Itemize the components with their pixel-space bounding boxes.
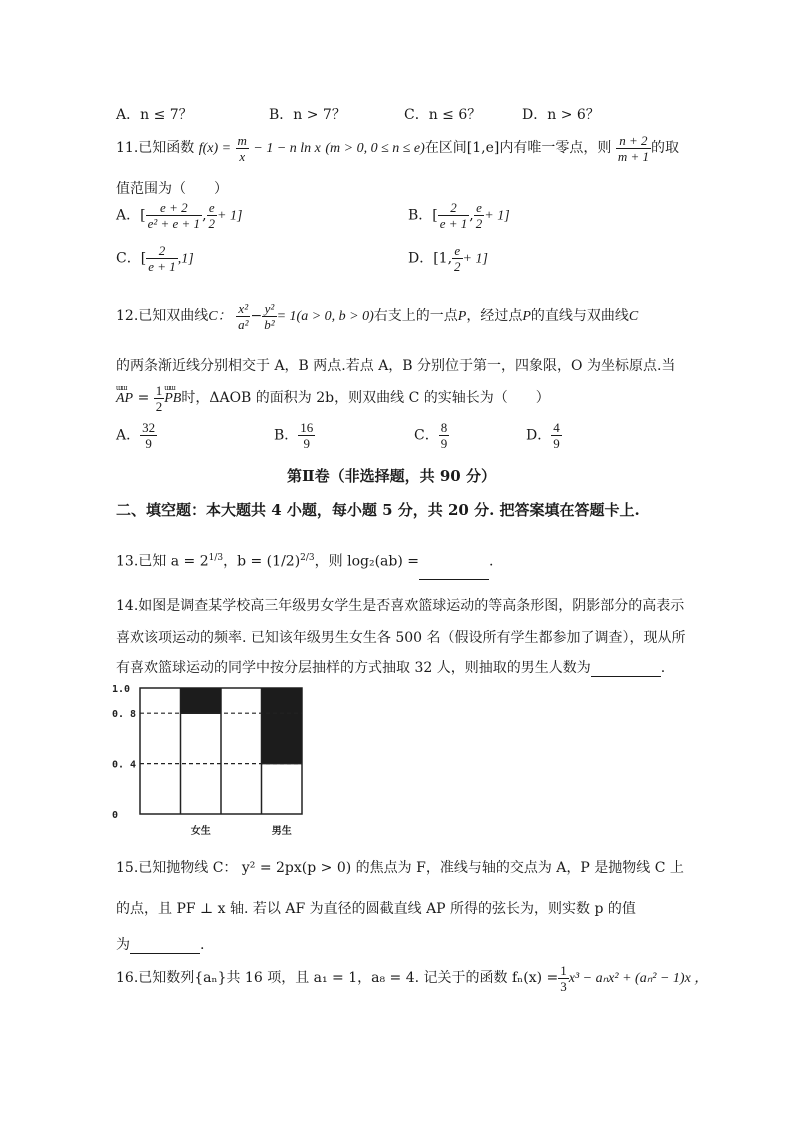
q16: 16.已知数列{aₙ}共 16 项，且 a₁ = 1，a₈ = 4. 记关于的函数 fₙ(x) = $\frac{1}{3}$ x³ − aₙx² + (aₙ² − 1)x ， [116,962,709,994]
q11-b-frac1: $\frac{2}{e + 1}$ [439,200,468,231]
q11-option-b: B．[ $\frac{2}{e + 1}$ , $\frac{e}{2}$ + 1] [408,200,510,231]
q11-b-frac2: $\frac{e}{2}$ [475,200,483,231]
q11-rest: − 1 − n ln x [253,141,321,156]
q11-a-frac2: $\frac{e}{2}$ [208,200,216,231]
q10-option-a: A．n ≤ 7？ [116,107,193,123]
q11-frac-n-m: $\frac{n + 2}{m + 1}$ [617,132,650,164]
y-tick-label: 1.0 [112,684,131,695]
q12-vec-pb: ɯɯ PB [164,379,181,419]
q13-answer-blank[interactable] [419,565,489,580]
q15-line1: 15.已知抛物线 C： y² = 2px(p > 0) 的焦点为 F，准线与轴的交点为 A，P 是抛物线 C 上 [116,860,684,876]
q12-c2: C [628,309,639,324]
section2-title: 第Ⅱ卷（非选择题，共 90 分） [287,467,496,485]
q12-option-a: A． $\frac{32}{9}$ [116,420,156,451]
q12-vec-ap: ɯɯ AP [116,379,133,419]
q10-option-d: D．n > 6？ [522,107,600,123]
q11-text-b: 在区间[1,e]内有唯一零点，则 [424,140,612,156]
stacked-bar-chart [110,678,310,838]
q11-text-c: 的取 [651,140,680,156]
q13-exp2: 2/3 [300,553,315,563]
q11-number: 11. [116,140,139,156]
q12-b-frac: $\frac{16}{9}$ [300,420,314,451]
q12-option-c: C． $\frac{8}{9}$ [414,420,448,451]
q10-option-c: C．n ≤ 6？ [404,107,482,123]
q15-line3: 为 . [116,937,205,953]
q14-line3: 有喜欢篮球运动的同学中按分层抽样的方式抽取 32 人，则抽取的男生人数为 . [116,660,666,676]
y-tick-label: 0. 4 [112,759,137,771]
q11-text-a: 已知函数 [138,140,195,156]
q11-c-frac: $\frac{2}{e + 1}$ [148,243,176,274]
q12-c-frac: $\frac{8}{9}$ [440,420,448,451]
q13: 13.已知 $a = 2^{1/3}$，$b = (1/2)^{2/3}$，则 log₂(ab) = . [116,540,493,580]
q15-line2: 的点，且 PF ⊥ x 轴. 若以 AF 为直径的圆截直线 AP 所得的弦长为，则实数 p 的值 [116,901,636,917]
x-tick-label: 女生 [190,826,211,837]
q16-frac: $\frac{1}{3}$ [560,962,567,994]
q15-answer-blank[interactable] [130,939,200,954]
y-tick-label: 0. 8 [112,709,137,721]
q12-p2: P [522,309,531,324]
q12-option-d: D． $\frac{4}{9}$ [526,420,560,451]
q11-d-frac: $\frac{e}{2}$ [454,243,461,274]
q12-line2: 的两条渐近线分别相交于 A，B 两点.若点 A，B 分别位于第一，四象限，O 为坐标原点.当 [116,358,676,374]
q11-a-frac1: $\frac{e + 2}{\text{e² + e + 1}}$ [147,200,201,231]
q11-stem [116,128,679,169]
q12-frac-x: $\frac{\text{x²}}{\text{a²}}$ [238,300,249,332]
q12-stem: 12.已知双曲线C： $\frac{\text{x²}}{\text{a²}}$ − $\frac{\text{y²}}{\text{b²}}$ = 1(a > 0, b > 0)右支上的一点P，经过点P的直线与双曲线C [116,300,639,332]
section2-subtitle: 二、填空题：本大题共 4 小题，每小题 5 分，共 20 分. 把答案填在答题卡上. [116,501,640,519]
q12-half: $\frac{1}{2}$ [155,382,163,414]
q11-frac-m-x: $\frac{m}{x}$ [237,132,247,164]
q14-line1: 14.如图是调查某学校高三年级男女学生是否喜欢篮球运动的等高条形图，阴影部分的高表示 [116,598,685,614]
bar-liked-1 [262,688,303,764]
q11-option-d: D．[1, $\frac{e}{2}$ + 1] [408,243,488,274]
q11-cond: (m > 0, 0 ≤ n ≤ e) [325,141,425,156]
q14-line2: 喜欢该项运动的频率. 已知该年级男生女生各 500 名（假设所有学生都参加了调查），现从所 [116,630,686,646]
bar-liked-0 [181,688,222,713]
q11-option-a: A．[ $\frac{e + 2}{\text{e² + e + 1}}$ , $\frac{e}{2}$ + 1] [116,200,243,231]
q11-func: f(x) = [198,141,232,156]
q13-exp1: 1/3 [208,553,224,563]
q10-option-b: B．n > 7？ [269,107,346,123]
q12-a-frac: $\frac{32}{9}$ [142,420,156,451]
q12-frac-y: $\frac{\text{y²}}{\text{b²}}$ [264,300,275,332]
q11-line2: 值范围为（ ） [116,181,228,197]
y-tick-label: 0 [112,810,119,821]
q11-option-c: C．[ $\frac{2}{e + 1}$ ,1] [116,243,194,274]
q12-d-frac: $\frac{4}{9}$ [553,420,560,451]
q14-answer-blank[interactable] [591,662,661,677]
x-tick-label: 男生 [271,826,292,837]
q13-half: 1/2 [272,553,295,570]
q12-line3: ɯɯ AP = $\frac{1}{2}$ ɯɯ PB时，ΔAOB 的面积为 2b，则双曲线 C 的实轴长为（ ） [116,378,550,419]
q12-option-b: B． $\frac{16}{9}$ [274,420,314,451]
